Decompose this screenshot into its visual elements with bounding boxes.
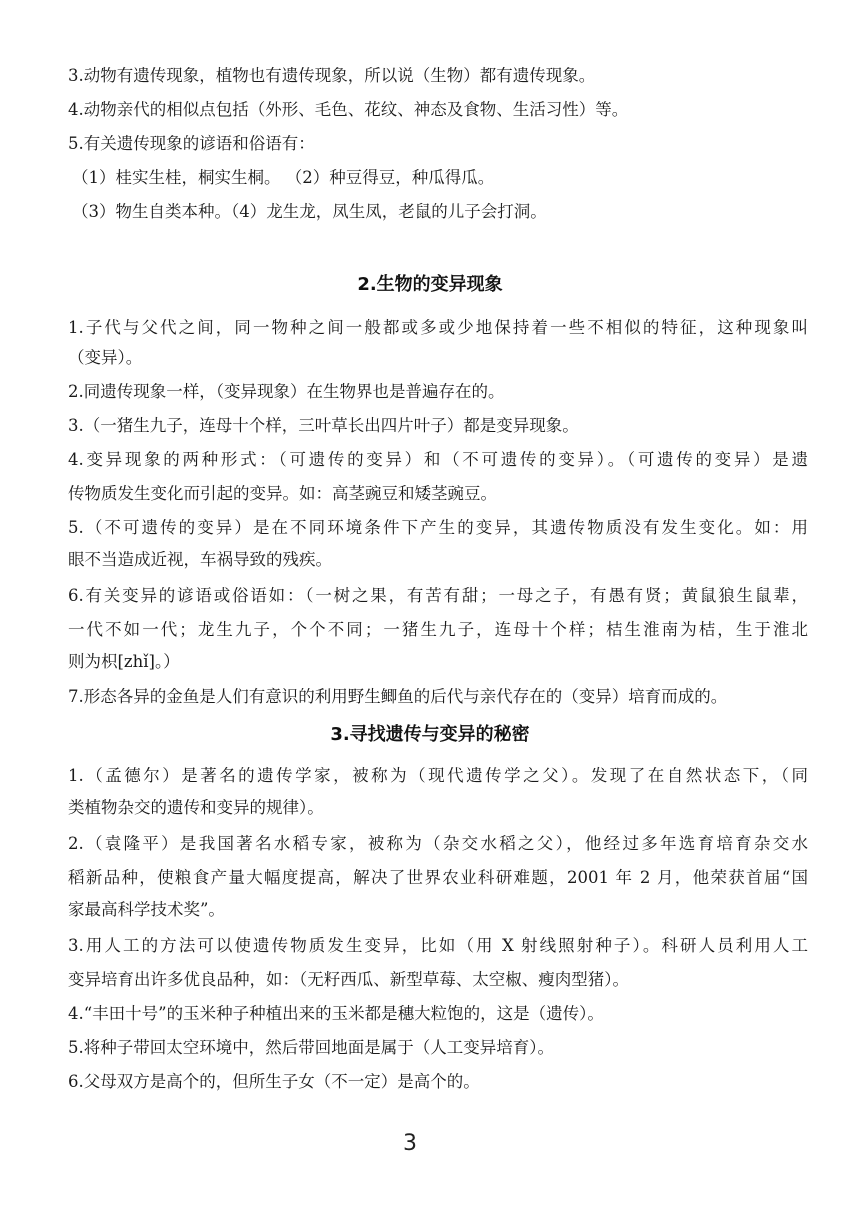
- paragraph-line: 3.用人工的方法可以使遗传物质发生变异，比如（用 X 射线照射种子）。科研人员利用人工: [68, 936, 808, 955]
- paragraph-line: 变异培育出许多优良品种，如：（无籽西瓜、新型草莓、太空椒、瘦肉型猪）。: [68, 970, 629, 989]
- paragraph-line: 家最高科学技术奖”。: [68, 900, 225, 919]
- paragraph-line: （1）桂实生桂，桐实生桐。 （2）种豆得豆，种瓜得瓜。: [72, 168, 495, 187]
- paragraph-line: 2.（袁隆平）是我国著名水稻专家，被称为（杂交水稻之父），他经过多年选育培育杂交水: [68, 834, 808, 853]
- paragraph-line: 4.动物亲代的相似点包括（外形、毛色、花纹、神态及食物、生活习性）等。: [68, 100, 629, 119]
- paragraph-line: 眼不当造成近视，车祸导致的残疾。: [68, 550, 332, 569]
- page-number: 3: [403, 1131, 417, 1156]
- paragraph-line: 6.有关变异的谚语或俗语如：（一树之果，有苦有甜；一母之子，有愚有贤；黄鼠狼生鼠辈，: [68, 586, 808, 605]
- paragraph-line: 一代不如一代；龙生九子，个个不同；一猪生九子，连母十个样；桔生淮南为桔，生于淮北: [68, 620, 808, 639]
- paragraph-line: 则为枳[zhǐ]。）: [68, 652, 180, 671]
- paragraph-line: 5.将种子带回太空环境中，然后带回地面是属于（人工变异培育）。: [68, 1038, 554, 1057]
- paragraph-line: 1.（孟德尔）是著名的遗传学家，被称为（现代遗传学之父）。发现了在自然状态下，（同: [68, 766, 808, 785]
- paragraph-line: 1.子代与父代之间，同一物种之间一般都或多或少地保持着一些不相似的特征，这种现象叫: [68, 318, 808, 337]
- paragraph-line: 2.同遗传现象一样，（变异现象）在生物界也是普遍存在的。: [68, 382, 505, 401]
- paragraph-line: 7.形态各异的金鱼是人们有意识的利用野生鲫鱼的后代与亲代存在的（变异）培育而成的。: [68, 687, 728, 706]
- paragraph-line: 5.有关遗传现象的谚语和俗语有：: [68, 134, 315, 153]
- paragraph-line: 4.“丰田十号”的玉米种子种植出来的玉米都是穗大粒饱的，这是（遗传）。: [68, 1004, 604, 1023]
- paragraph-line: 3.动物有遗传现象，植物也有遗传现象，所以说（生物）都有遗传现象。: [68, 66, 596, 85]
- paragraph-line: 5.（不可遗传的变异）是在不同环境条件下产生的变异，其遗传物质没有发生变化。如：用: [68, 518, 808, 537]
- paragraph-line: 3.（一猪生九子，连母十个样，三叶草长出四片叶子）都是变异现象。: [68, 416, 579, 435]
- paragraph-line: 4.变异现象的两种形式：（可遗传的变异）和（不可遗传的变异）。（可遗传的变异）是遗: [68, 450, 808, 469]
- paragraph-line: （3）物生自类本种。（4）龙生龙，凤生凤，老鼠的儿子会打洞。: [72, 202, 547, 221]
- section-heading: 2.生物的变异现象: [357, 274, 503, 295]
- section-heading: 3.寻找遗传与变异的秘密: [330, 724, 530, 745]
- paragraph-line: 6.父母双方是高个的，但所生子女（不一定）是高个的。: [68, 1072, 480, 1091]
- paragraph-line: （变异）。: [68, 348, 143, 367]
- paragraph-line: 类植物杂交的遗传和变异的规律）。: [68, 798, 324, 817]
- paragraph-line: 传物质发生变化而引起的变异。如：高茎豌豆和矮茎豌豆。: [68, 484, 497, 503]
- paragraph-line: 稻新品种，使粮食产量大幅度提高，解决了世界农业科研难题，2001 年 2 月，他荣获首届“国: [68, 868, 808, 887]
